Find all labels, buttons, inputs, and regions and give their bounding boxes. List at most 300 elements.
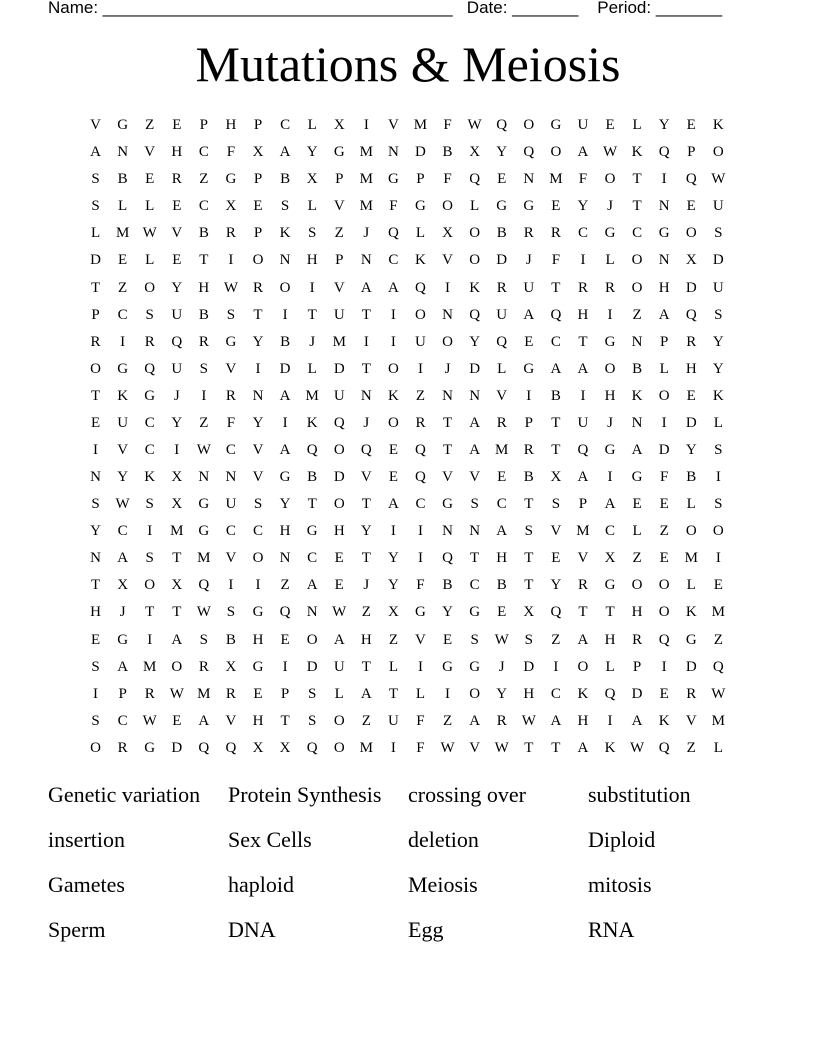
grid-letter[interactable]: K [712,387,724,404]
grid-letter[interactable]: C [198,144,209,161]
grid-letter[interactable]: G [523,198,535,215]
grid-letter[interactable]: O [171,658,183,675]
grid-letter[interactable]: M [359,144,373,161]
grid-letter[interactable]: Y [360,523,372,540]
grid-letter[interactable]: K [306,414,318,431]
grid-letter[interactable]: M [359,198,373,215]
grid-letter[interactable]: Y [306,144,318,161]
grid-letter[interactable]: A [550,360,562,377]
grid-letter[interactable]: E [388,469,398,486]
grid-letter[interactable]: T [551,279,561,296]
grid-letter[interactable]: W [494,631,509,648]
grid-letter[interactable]: M [143,658,157,675]
grid-letter[interactable]: S [199,360,209,377]
grid-letter[interactable]: A [279,441,291,458]
grid-letter[interactable]: Q [198,577,210,594]
grid-letter[interactable]: L [90,225,101,242]
grid-letter[interactable]: A [117,658,129,675]
grid-letter[interactable]: G [523,360,535,377]
grid-letter[interactable]: B [198,306,209,323]
grid-letter[interactable]: V [577,550,589,567]
grid-letter[interactable]: Z [632,550,642,567]
grid-letter[interactable]: G [442,496,453,513]
grid-letter[interactable]: H [90,604,101,621]
grid-letter[interactable]: Y [685,441,697,458]
grid-letter[interactable]: T [442,414,453,431]
grid-letter[interactable]: S [714,225,723,242]
grid-letter[interactable]: T [307,306,317,323]
grid-letter[interactable]: P [118,685,127,702]
grid-letter[interactable]: V [360,469,372,486]
grid-letter[interactable]: X [442,225,453,242]
grid-letter[interactable]: L [145,252,155,269]
grid-letter[interactable]: H [604,631,616,648]
grid-letter[interactable]: H [685,360,697,377]
grid-letter[interactable]: I [228,577,234,594]
grid-letter[interactable]: E [686,387,696,404]
grid-letter[interactable]: C [144,414,155,431]
grid-letter[interactable]: P [280,685,290,702]
grid-letter[interactable]: N [90,550,101,567]
grid-letter[interactable]: L [659,360,669,377]
grid-letter[interactable]: R [225,387,236,404]
grid-letter[interactable]: N [360,387,372,404]
grid-letter[interactable]: A [198,712,210,729]
grid-letter[interactable]: Y [496,144,508,161]
grid-letter[interactable]: D [685,279,697,296]
grid-letter[interactable]: L [686,496,696,513]
grid-letter[interactable]: T [280,712,290,729]
grid-letter[interactable]: D [306,658,318,675]
grid-letter[interactable]: I [390,306,396,323]
grid-letter[interactable]: F [226,414,236,431]
grid-letter[interactable]: Z [713,631,723,648]
grid-letter[interactable]: A [360,685,372,702]
grid-letter[interactable]: F [443,171,452,188]
grid-letter[interactable]: G [252,604,264,621]
grid-letter[interactable]: R [415,414,426,431]
grid-letter[interactable]: C [577,225,588,242]
grid-letter[interactable]: O [387,414,399,431]
grid-letter[interactable]: N [658,252,670,269]
grid-letter[interactable]: D [469,360,481,377]
grid-letter[interactable]: E [172,712,182,729]
grid-letter[interactable]: X [279,739,291,756]
grid-letter[interactable]: O [712,523,724,540]
grid-letter[interactable]: M [711,712,725,729]
grid-letter[interactable]: A [306,577,318,594]
grid-letter[interactable]: Z [118,279,128,296]
grid-letter[interactable]: G [144,387,156,404]
grid-letter[interactable]: B [496,225,507,242]
grid-letter[interactable]: T [145,604,155,621]
grid-letter[interactable]: N [442,387,453,404]
grid-letter[interactable]: O [469,685,481,702]
grid-letter[interactable]: I [417,360,423,377]
grid-letter[interactable]: L [334,685,344,702]
grid-letter[interactable]: T [524,550,534,567]
grid-letter[interactable]: S [714,441,723,458]
grid-letter[interactable]: W [602,144,618,161]
grid-letter[interactable]: F [416,712,425,729]
grid-letter[interactable]: H [604,387,616,404]
grid-letter[interactable]: U [117,414,129,431]
grid-letter[interactable]: L [632,523,642,540]
grid-letter[interactable]: G [279,469,291,486]
grid-letter[interactable]: U [171,306,183,323]
grid-letter[interactable]: E [659,685,669,702]
grid-letter[interactable]: W [142,225,157,242]
grid-letter[interactable]: M [332,333,346,350]
grid-letter[interactable]: K [117,387,129,404]
grid-letter[interactable]: L [605,252,615,269]
grid-letter[interactable]: W [169,685,184,702]
grid-letter[interactable]: I [93,685,99,702]
grid-letter[interactable]: S [714,496,723,513]
grid-letter[interactable]: V [333,198,345,215]
grid-letter[interactable]: I [309,279,315,296]
grid-letter[interactable]: I [282,658,288,675]
grid-letter[interactable]: H [198,279,210,296]
grid-letter[interactable]: Q [225,739,237,756]
grid-letter[interactable]: V [442,252,453,269]
grid-letter[interactable]: Q [550,306,562,323]
grid-letter[interactable]: E [497,469,507,486]
grid-letter[interactable]: W [467,117,482,134]
grid-letter[interactable]: E [334,550,344,567]
grid-letter[interactable]: R [496,279,507,296]
grid-letter[interactable]: Q [415,441,426,458]
grid-letter[interactable]: Q [496,333,508,350]
grid-letter[interactable]: N [442,306,453,323]
grid-letter[interactable]: F [578,171,588,188]
grid-letter[interactable]: I [201,387,207,404]
grid-letter[interactable]: I [390,739,396,756]
grid-letter[interactable]: Q [685,306,697,323]
grid-letter[interactable]: D [685,414,697,431]
grid-letter[interactable]: I [390,333,396,350]
grid-letter[interactable]: O [144,279,156,296]
grid-letter[interactable]: I [228,252,234,269]
grid-letter[interactable]: Q [658,739,670,756]
grid-letter[interactable]: P [335,171,344,188]
grid-letter[interactable]: U [712,279,724,296]
grid-letter[interactable]: Z [659,523,669,540]
grid-letter[interactable]: D [333,360,345,377]
grid-letter[interactable]: T [90,279,101,296]
grid-letter[interactable]: R [225,225,236,242]
grid-letter[interactable]: X [306,171,318,188]
grid-letter[interactable]: M [359,739,373,756]
grid-letter[interactable]: K [144,469,156,486]
grid-letter[interactable]: C [117,712,128,729]
grid-letter[interactable]: D [496,252,508,269]
grid-letter[interactable]: I [580,387,586,404]
grid-letter[interactable]: J [119,604,126,621]
grid-letter[interactable]: Q [442,550,453,567]
grid-letter[interactable]: H [279,523,291,540]
grid-letter[interactable]: A [577,469,589,486]
grid-letter[interactable]: X [171,577,183,594]
grid-letter[interactable]: Q [306,739,318,756]
grid-letter[interactable]: O [333,496,345,513]
grid-letter[interactable]: N [387,144,399,161]
grid-letter[interactable]: M [711,604,725,621]
grid-letter[interactable]: G [117,631,129,648]
grid-letter[interactable]: X [252,144,264,161]
grid-letter[interactable]: Q [604,685,616,702]
grid-letter[interactable]: O [90,739,101,756]
grid-letter[interactable]: Z [334,225,344,242]
grid-letter[interactable]: E [90,631,101,648]
grid-letter[interactable]: T [361,550,371,567]
grid-letter[interactable]: Y [712,333,724,350]
grid-letter[interactable]: P [253,171,263,188]
grid-letter[interactable]: L [605,658,615,675]
grid-letter[interactable]: S [524,631,533,648]
grid-letter[interactable]: A [387,496,399,513]
grid-letter[interactable]: V [171,225,183,242]
grid-letter[interactable]: B [117,171,128,188]
grid-letter[interactable]: N [658,198,670,215]
grid-letter[interactable]: I [715,550,721,567]
grid-letter[interactable]: C [550,333,561,350]
grid-letter[interactable]: G [442,658,453,675]
grid-letter[interactable]: U [523,279,535,296]
grid-letter[interactable]: Y [117,469,129,486]
grid-letter[interactable]: X [333,117,345,134]
grid-letter[interactable]: O [333,441,345,458]
grid-letter[interactable]: S [307,685,317,702]
grid-letter[interactable]: H [658,279,670,296]
grid-letter[interactable]: H [577,306,589,323]
grid-letter[interactable]: A [469,441,481,458]
grid-letter[interactable]: I [526,387,532,404]
grid-letter[interactable]: U [577,414,589,431]
grid-letter[interactable]: R [577,577,588,594]
grid-letter[interactable]: F [416,577,425,594]
grid-letter[interactable]: C [225,523,236,540]
grid-letter[interactable]: O [658,387,670,404]
grid-letter[interactable]: L [497,360,507,377]
grid-letter[interactable]: M [549,171,563,188]
grid-letter[interactable]: K [631,387,643,404]
grid-letter[interactable]: G [333,144,345,161]
grid-letter[interactable]: P [687,144,696,161]
grid-letter[interactable]: Y [252,414,264,431]
grid-letter[interactable]: X [604,550,616,567]
grid-letter[interactable]: T [578,333,588,350]
grid-letter[interactable]: L [307,198,317,215]
grid-letter[interactable]: O [469,252,481,269]
grid-letter[interactable]: I [661,414,667,431]
grid-letter[interactable]: X [225,198,237,215]
grid-letter[interactable]: W [115,496,130,513]
grid-letter[interactable]: S [470,631,479,648]
grid-letter[interactable]: Z [686,739,696,756]
grid-letter[interactable]: V [225,550,237,567]
grid-letter[interactable]: N [631,333,643,350]
grid-letter[interactable]: R [496,712,507,729]
grid-letter[interactable]: A [387,279,399,296]
grid-letter[interactable]: P [660,333,669,350]
grid-letter[interactable]: Y [387,550,399,567]
grid-letter[interactable]: E [551,198,561,215]
grid-letter[interactable]: Q [712,658,724,675]
grid-letter[interactable]: W [711,171,726,188]
grid-letter[interactable]: I [363,333,369,350]
grid-letter[interactable]: P [632,658,642,675]
grid-letter[interactable]: V [144,144,156,161]
grid-letter[interactable]: E [632,496,642,513]
grid-letter[interactable]: M [115,225,130,242]
grid-letter[interactable]: Z [415,387,426,404]
grid-letter[interactable]: R [253,279,264,296]
grid-letter[interactable]: P [578,496,588,513]
grid-letter[interactable]: W [440,739,455,756]
grid-letter[interactable]: H [631,604,643,621]
grid-letter[interactable]: Q [577,441,589,458]
grid-letter[interactable]: R [605,279,616,296]
grid-letter[interactable]: D [712,252,724,269]
grid-letter[interactable]: M [576,523,590,540]
grid-letter[interactable]: Q [198,739,210,756]
grid-letter[interactable]: M [359,171,373,188]
grid-letter[interactable]: N [117,144,129,161]
grid-letter[interactable]: O [523,117,535,134]
grid-letter[interactable]: A [577,360,589,377]
grid-letter[interactable]: C [496,496,507,513]
grid-letter[interactable]: X [387,604,399,621]
grid-letter[interactable]: S [714,306,723,323]
grid-letter[interactable]: E [172,198,182,215]
grid-letter[interactable]: S [226,306,236,323]
grid-letter[interactable]: H [171,144,183,161]
grid-letter[interactable]: S [307,225,317,242]
grid-letter[interactable]: V [90,117,101,134]
grid-letter[interactable]: L [470,198,480,215]
grid-letter[interactable]: A [360,279,372,296]
grid-letter[interactable]: M [413,117,428,134]
grid-letter[interactable]: H [306,252,318,269]
grid-letter[interactable]: B [307,469,318,486]
grid-letter[interactable]: U [333,387,345,404]
grid-letter[interactable]: S [307,712,317,729]
grid-letter[interactable]: U [415,333,426,350]
grid-letter[interactable]: D [658,441,670,458]
grid-letter[interactable]: G [306,523,318,540]
grid-letter[interactable]: I [445,685,451,702]
grid-letter[interactable]: N [523,171,535,188]
grid-letter[interactable]: I [607,469,613,486]
grid-letter[interactable]: B [686,469,697,486]
grid-letter[interactable]: X [469,144,481,161]
grid-letter[interactable]: I [174,441,180,458]
grid-letter[interactable]: C [117,523,128,540]
grid-letter[interactable]: Q [523,144,535,161]
grid-letter[interactable]: T [551,739,561,756]
grid-letter[interactable]: R [225,685,236,702]
grid-letter[interactable]: S [280,198,290,215]
grid-letter[interactable]: I [282,306,288,323]
grid-letter[interactable]: G [496,198,508,215]
grid-letter[interactable]: N [469,387,481,404]
grid-letter[interactable]: W [196,604,211,621]
grid-letter[interactable]: D [523,658,535,675]
grid-letter[interactable]: S [91,198,100,215]
grid-letter[interactable]: V [333,279,345,296]
grid-letter[interactable]: G [604,333,616,350]
grid-letter[interactable]: A [604,496,616,513]
grid-letter[interactable]: R [523,225,534,242]
grid-letter[interactable]: I [607,306,613,323]
grid-letter[interactable]: A [577,144,589,161]
grid-letter[interactable]: P [253,225,263,242]
grid-letter[interactable]: R [686,685,697,702]
grid-letter[interactable]: J [363,414,370,431]
grid-letter[interactable]: O [252,550,264,567]
grid-letter[interactable]: S [226,604,236,621]
grid-letter[interactable]: Z [145,117,155,134]
grid-letter[interactable]: D [90,252,101,269]
grid-letter[interactable]: N [442,523,453,540]
grid-letter[interactable]: X [550,469,562,486]
grid-letter[interactable]: O [333,712,345,729]
grid-letter[interactable]: N [469,523,481,540]
grid-letter[interactable]: I [363,117,369,134]
grid-letter[interactable]: Q [469,306,481,323]
grid-letter[interactable]: E [388,441,398,458]
grid-letter[interactable]: O [631,252,643,269]
grid-letter[interactable]: Q [360,441,372,458]
grid-letter[interactable]: B [280,171,291,188]
grid-letter[interactable]: K [577,685,589,702]
grid-letter[interactable]: N [306,604,318,621]
grid-letter[interactable]: B [280,333,291,350]
grid-letter[interactable]: K [604,739,616,756]
grid-letter[interactable]: E [172,117,182,134]
grid-letter[interactable]: K [712,117,724,134]
grid-letter[interactable]: D [631,685,643,702]
grid-letter[interactable]: I [417,523,423,540]
grid-letter[interactable]: V [252,441,264,458]
grid-letter[interactable]: O [712,144,724,161]
grid-letter[interactable]: O [658,577,670,594]
grid-letter[interactable]: O [631,279,643,296]
grid-letter[interactable]: D [279,360,291,377]
grid-letter[interactable]: G [631,469,643,486]
grid-letter[interactable]: G [604,577,616,594]
grid-letter[interactable]: Y [90,523,101,540]
grid-letter[interactable]: Y [252,333,264,350]
grid-letter[interactable]: F [389,198,398,215]
grid-letter[interactable]: H [577,712,589,729]
grid-letter[interactable]: V [469,739,481,756]
grid-letter[interactable]: O [90,360,101,377]
grid-letter[interactable]: I [255,577,261,594]
grid-letter[interactable]: T [172,550,182,567]
grid-letter[interactable]: B [442,144,453,161]
grid-letter[interactable]: Y [712,360,724,377]
grid-letter[interactable]: M [684,550,698,567]
grid-letter[interactable]: O [387,360,399,377]
grid-letter[interactable]: P [199,117,209,134]
grid-letter[interactable]: N [198,469,210,486]
grid-letter[interactable]: R [171,171,182,188]
grid-letter[interactable]: W [711,685,726,702]
grid-letter[interactable]: Q [279,604,291,621]
grid-letter[interactable]: Q [415,469,426,486]
